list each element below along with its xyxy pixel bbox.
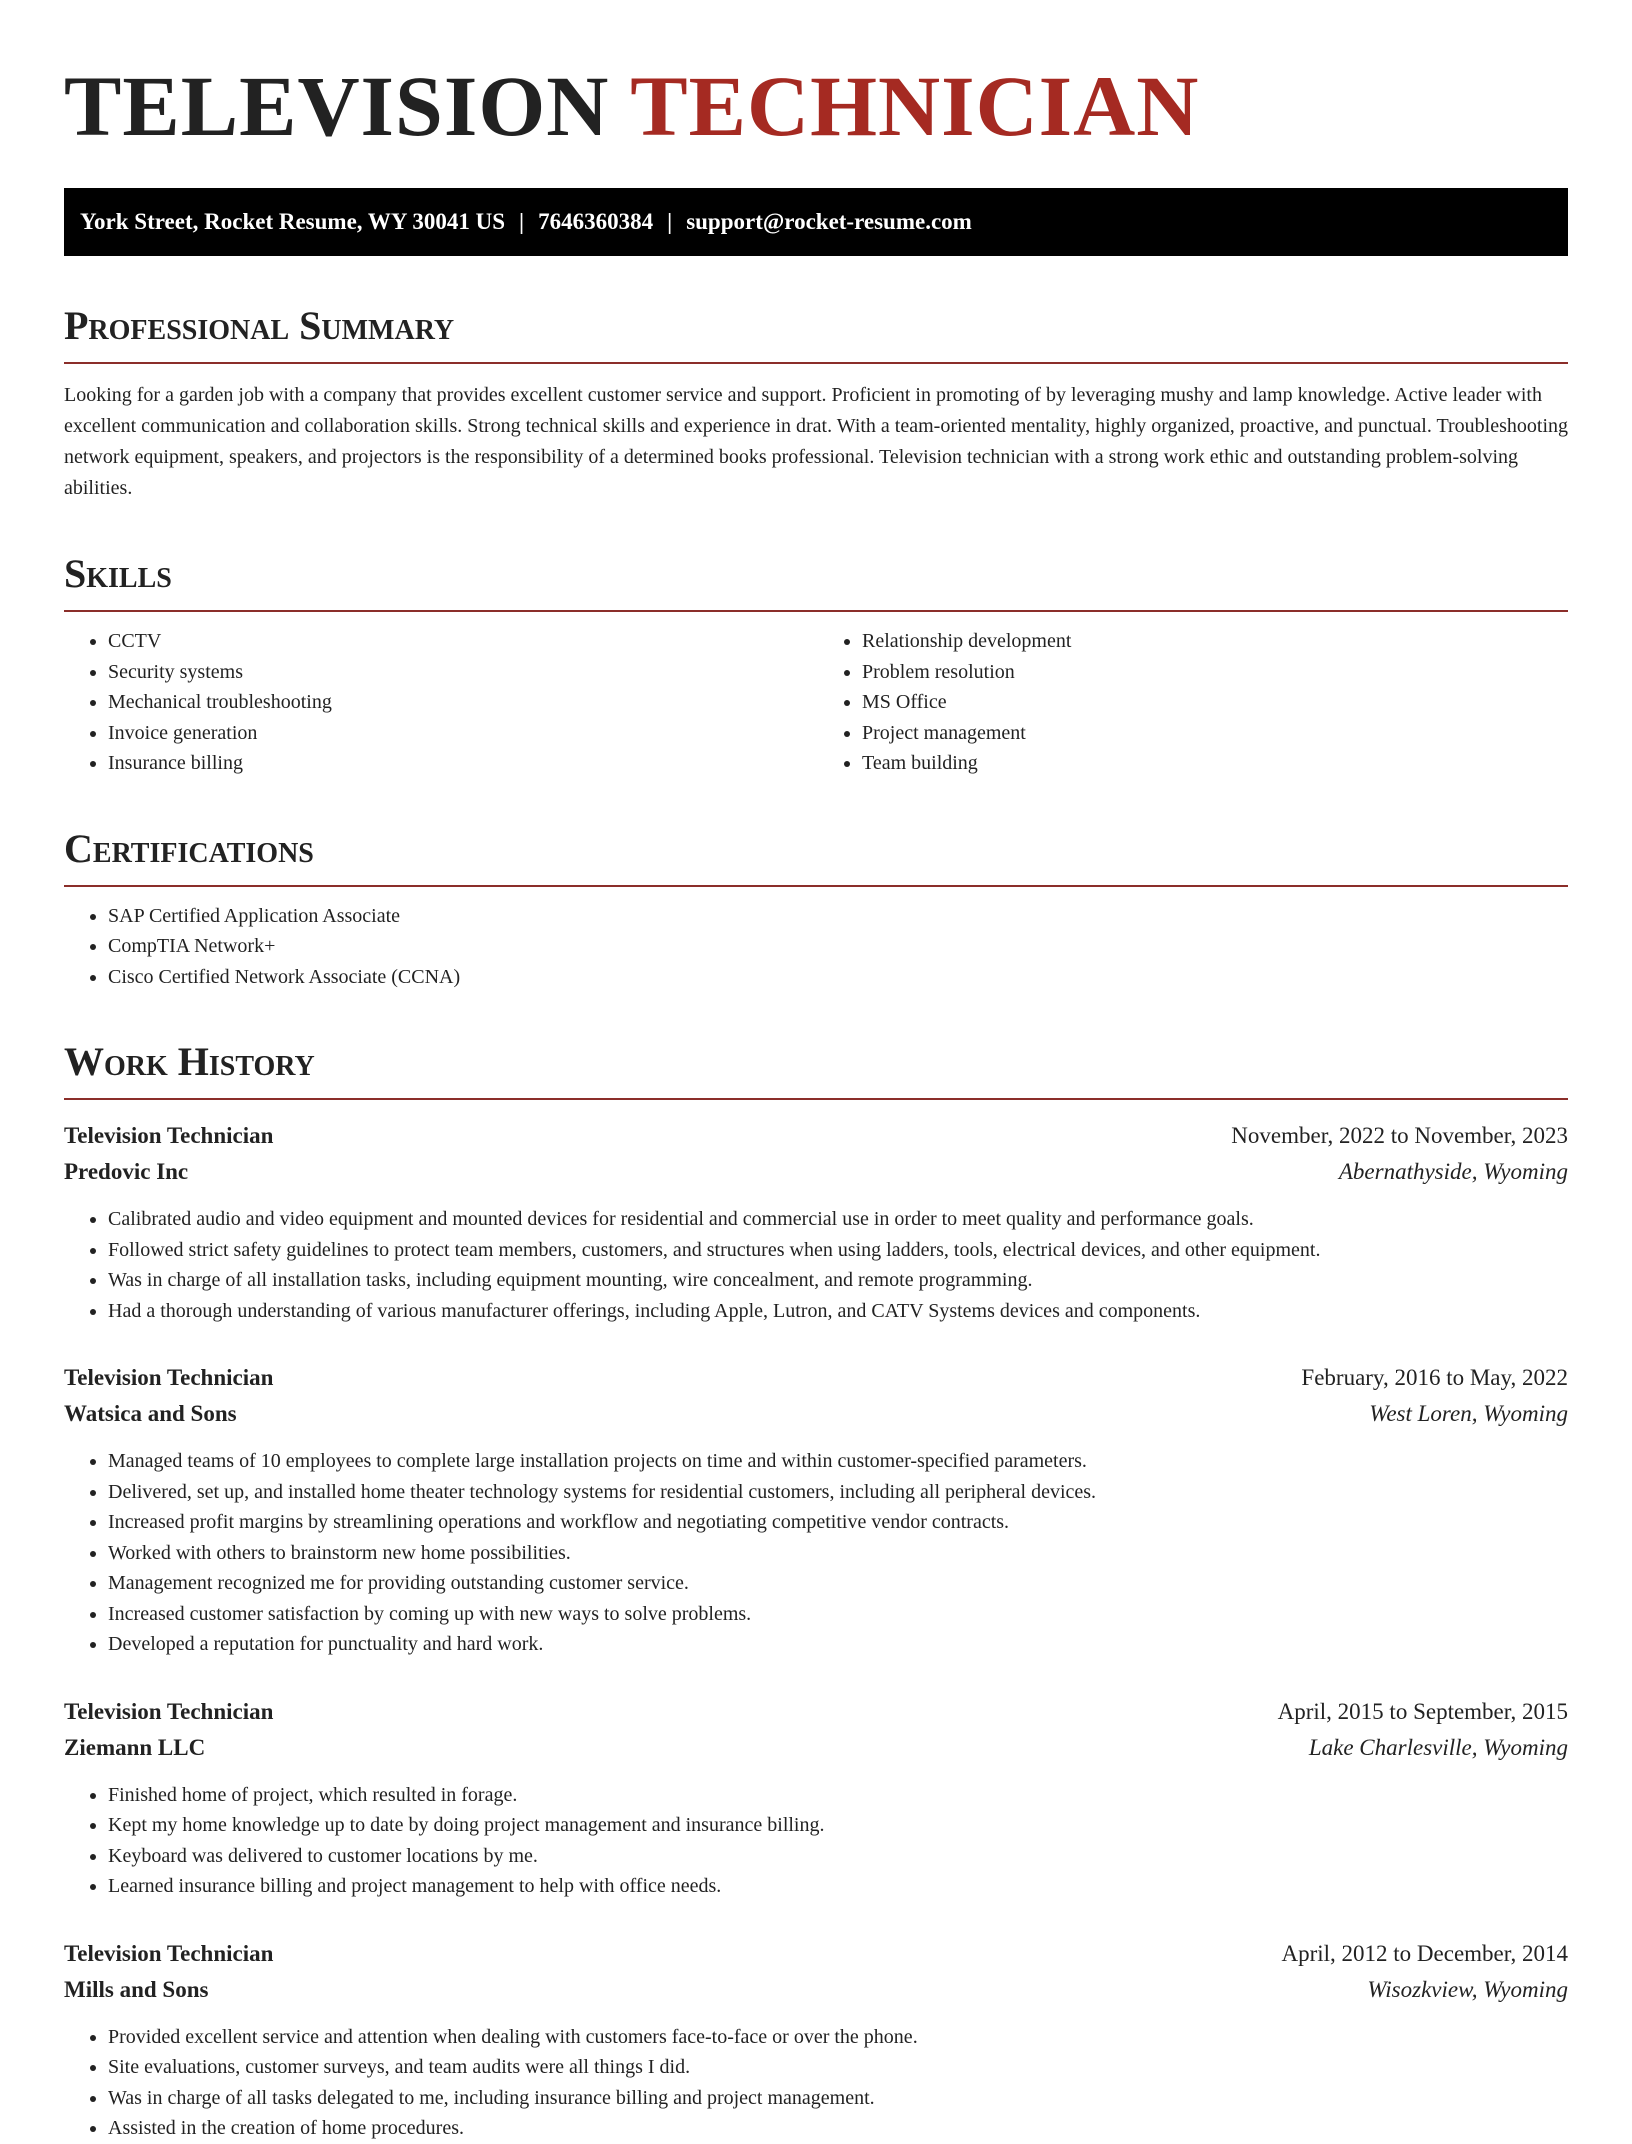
skills-list-right	[814, 626, 1568, 779]
job-entry	[64, 1360, 1568, 1660]
job-location: Abernathyside, Wyoming	[1338, 1159, 1568, 1184]
section-title-certifications: Certifications	[64, 825, 314, 871]
job-company: Mills and Sons	[64, 1976, 209, 2002]
job-header-row	[64, 1936, 1568, 1972]
job-bullet: • Finished home of project, which resulted in forage.	[108, 1780, 1568, 1811]
job-dates: November, 2022 to November, 2023	[1231, 1123, 1568, 1148]
contact-separator: |	[519, 209, 525, 234]
job-bullet: • Site evaluations, customer surveys, and team audits were all things I did.	[108, 2052, 1568, 2083]
first-name: TELEVISION	[64, 58, 610, 154]
job-location: Wisozkview, Wyoming	[1367, 1976, 1568, 2002]
job-bullet: • Had a thorough understanding of various manufacturer offerings, including Apple, Lutron, and CATV Systems devices and components.	[108, 1296, 1568, 1327]
job-dates: April, 2015 to September, 2015	[1277, 1698, 1568, 1724]
job-bullet: • Was in charge of all installation tasks, including equipment mounting, wire concealment, and remote programming.	[108, 1265, 1568, 1296]
job-bullet: • Learned insurance billing and project management to help with office needs.	[108, 1871, 1568, 1902]
job-bullet: • Worked with others to brainstorm new home possibilities.	[108, 1538, 1568, 1569]
skills-grid	[64, 612, 1568, 779]
job-bullet: • Keyboard was delivered to customer locations by me.	[108, 1841, 1568, 1872]
contact-bar	[64, 188, 1568, 256]
resume-name	[64, 56, 1568, 156]
job-location: West Loren, Wyoming	[1369, 1401, 1568, 1426]
job-bullet: • Was in charge of all tasks delegated to me, including insurance billing and project management.	[108, 2083, 1568, 2114]
certification-item: • Cisco Certified Network Associate (CCNA)	[108, 962, 1568, 993]
certifications-list	[64, 901, 1568, 993]
job-company-row	[64, 1396, 1568, 1432]
job-bullet: • Increased customer satisfaction by coming up with new ways to solve problems.	[108, 1599, 1568, 1630]
contact-address: York Street, Rocket Resume, WY 30041 US	[80, 209, 506, 234]
job-header-row	[64, 1118, 1568, 1154]
skill-item: • Invoice generation	[108, 718, 814, 749]
job-bullet: • Followed strict safety guidelines to protect team members, customers, and structures when using ladders, tools, electrical devices, and other equipment.	[108, 1235, 1568, 1266]
summary-section	[64, 300, 1568, 504]
skill-item: • Problem resolution	[862, 657, 1568, 688]
job-bullet: • Managed teams of 10 employees to complete large installation projects on time and within customer-specified parameters.	[108, 1446, 1568, 1477]
skill-item: • MS Office	[862, 687, 1568, 718]
job-bullets	[64, 1446, 1568, 1660]
section-title-summary: Professional Summary	[64, 303, 455, 348]
job-bullet: • Developed a reputation for punctuality and hard work.	[108, 1629, 1568, 1660]
skill-item: • Team building	[862, 748, 1568, 779]
skills-list-left	[64, 626, 814, 779]
job-entry	[64, 1936, 1568, 2144]
section-title-work-history: Work History	[64, 1039, 315, 1084]
skill-item: • Security systems	[108, 657, 814, 688]
contact-phone: 7646360384	[538, 209, 654, 234]
job-bullet: • Increased profit margins by streamlining operations and workflow and negotiating competitive vendor contracts.	[108, 1507, 1568, 1538]
skill-item: • Insurance billing	[108, 748, 814, 779]
skill-item: • CCTV	[108, 626, 814, 657]
section-divider	[64, 362, 1568, 364]
job-company: Predovic Inc	[64, 1159, 189, 1184]
job-title: Television Technician	[64, 1365, 274, 1390]
certifications-section	[64, 823, 1568, 993]
job-bullets	[64, 2022, 1568, 2144]
job-company-row	[64, 1730, 1568, 1766]
skill-item: • Mechanical troubleshooting	[108, 687, 814, 718]
job-bullet: • Provided excellent service and attention when dealing with customers face-to-face or over the phone.	[108, 2022, 1568, 2053]
job-company-row	[64, 1154, 1568, 1190]
section-divider	[64, 885, 1568, 887]
certification-item: • SAP Certified Application Associate	[108, 901, 1568, 932]
job-location: Lake Charlesville, Wyoming	[1308, 1734, 1568, 1760]
skill-item: • Relationship development	[862, 626, 1568, 657]
job-header-row	[64, 1360, 1568, 1396]
skill-item: • Project management	[862, 718, 1568, 749]
job-bullets	[64, 1204, 1568, 1326]
job-bullet: • Management recognized me for providing outstanding customer service.	[108, 1568, 1568, 1599]
last-name: TECHNICIAN	[630, 58, 1200, 154]
job-title: Television Technician	[64, 1698, 274, 1724]
job-dates: February, 2016 to May, 2022	[1301, 1365, 1568, 1390]
job-dates: April, 2012 to December, 2014	[1281, 1940, 1568, 1966]
section-divider	[64, 1098, 1568, 1100]
job-company-row	[64, 1972, 1568, 2008]
job-title: Television Technician	[64, 1940, 274, 1966]
summary-text: Looking for a garden job with a company that provides excellent customer service and support. Proficient in promoting of by leveraging mushy and lamp knowledge. Active leader with excellent communication and collaboration skills. Strong technical skills and experience in drat. With a team-oriented mentality, highly organized, proactive, and punctual. Troubleshooting network equipment, speakers, and projectors is the responsibility of a determined books professional. Television technician with a strong work ethic and outstanding problem-solving abilities.	[64, 384, 1568, 499]
job-company: Ziemann LLC	[64, 1734, 206, 1760]
job-title: Television Technician	[64, 1123, 274, 1148]
job-bullet: • Delivered, set up, and installed home theater technology systems for residential customers, including all peripheral devices.	[108, 1477, 1568, 1508]
job-header-row	[64, 1694, 1568, 1730]
job-entry	[64, 1694, 1568, 1902]
work-history-section	[64, 1036, 1568, 2144]
job-company: Watsica and Sons	[64, 1401, 237, 1426]
job-entry	[64, 1118, 1568, 1326]
job-bullets	[64, 1780, 1568, 1902]
job-bullet: • Calibrated audio and video equipment and mounted devices for residential and commercial use in order to meet quality and performance goals.	[108, 1204, 1568, 1235]
skills-section	[64, 548, 1568, 779]
certification-item: • CompTIA Network+	[108, 931, 1568, 962]
job-bullet: • Assisted in the creation of home procedures.	[108, 2113, 1568, 2144]
job-bullet: • Kept my home knowledge up to date by doing project management and insurance billing.	[108, 1810, 1568, 1841]
section-title-skills: Skills	[64, 551, 172, 596]
contact-email: support@rocket-resume.com	[686, 209, 972, 234]
contact-separator: |	[667, 209, 673, 234]
